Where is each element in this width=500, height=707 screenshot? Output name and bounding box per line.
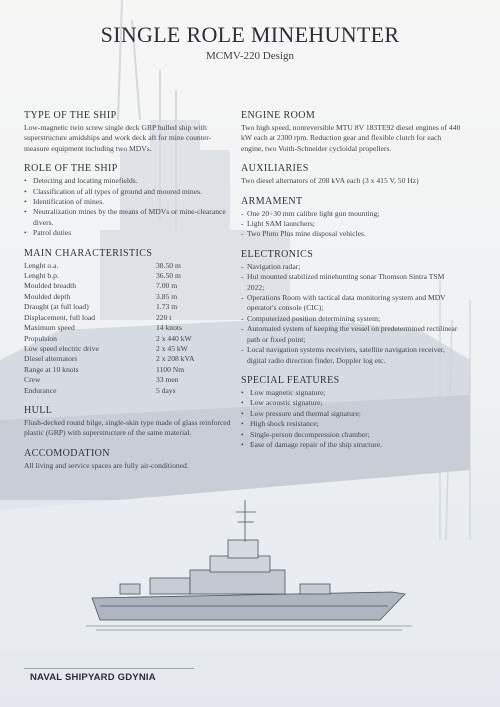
type-of-ship-heading: TYPE OF THE SHIP — [24, 110, 117, 121]
role-item: • Patrol duties — [24, 228, 236, 238]
characteristic-label: Propulsion — [24, 333, 57, 343]
characteristic-value: 2 x 45 kW — [156, 343, 188, 353]
hull-heading: HULL — [24, 404, 53, 416]
accomodation-heading: ACCOMODATION — [24, 447, 110, 459]
characteristics-row — [24, 386, 236, 396]
characteristics-row — [24, 344, 236, 354]
engine-room-section — [241, 110, 463, 154]
characteristic-label: Range at 10 knots — [24, 364, 79, 374]
characteristic-value: 2 x 440 kW — [156, 333, 192, 343]
armament-section — [241, 196, 463, 240]
characteristic-value: 38.50 m — [156, 260, 181, 270]
feature-item: • Low pressure and thermal signature; — [241, 409, 463, 419]
left-column — [24, 110, 236, 480]
role-of-ship-heading: ROLE OF THE SHIP — [24, 163, 118, 175]
characteristic-label: Draught (at full load) — [24, 302, 89, 312]
characteristic-value: 1100 Nm — [156, 364, 185, 374]
feature-item: • Low acoustic signature; — [241, 398, 463, 408]
engine-room-text: Two high speed, nonreversible MTU 8V 183TE92 diesel engines of 440 kW each at 2300 rpm. Reduction gear and flexible clutch for each engine, two Voith-Schneider cycloidal propellers. — [241, 123, 461, 153]
auxiliaries-text: Two diesel alternators of 208 kVA each (3 x 415 V, 50 Hz) — [241, 176, 419, 186]
page-title: SINGLE ROLE MINEHUNTER — [100, 22, 400, 47]
armament-item: - Two Pluto Plus mine disposal vehicles. — [241, 229, 463, 239]
special-features-list — [241, 388, 463, 450]
characteristic-value: 1.73 m — [156, 302, 178, 312]
feature-item: • Single-person decompression chamber; — [241, 430, 463, 440]
characteristic-label: Endurance — [24, 385, 57, 395]
characteristics-row — [24, 375, 236, 385]
electronics-heading: ELECTRONICS — [241, 248, 314, 260]
main-characteristics-section — [24, 248, 236, 396]
characteristic-label: Low speed electric drive — [24, 343, 99, 353]
characteristic-value: 220 t — [156, 312, 172, 322]
characteristic-value: 7.00 m — [156, 281, 178, 291]
electronics-list — [241, 262, 463, 366]
characteristic-label: Diesel alternators — [24, 354, 78, 364]
footer-shipyard-name: NAVAL SHIPYARD GDYNIA — [30, 672, 156, 683]
characteristic-value: 14 knots — [156, 323, 182, 333]
characteristic-label: Maximum speed — [24, 323, 75, 333]
electronics-section — [241, 249, 463, 366]
characteristic-label: Displacement, full load — [24, 312, 96, 322]
armament-item: - One 20÷30 mm calibre light gun mounting; — [241, 209, 463, 219]
role-item: • Classification of all types of ground and moored mines. — [24, 187, 236, 197]
type-of-ship-text: Low-magnetic twin screw single deck GRP hulled ship with superstructure amidships and work deck aft for mine counter-measure equipment including two MDVs. — [24, 123, 212, 153]
characteristic-value: 36.50 m — [156, 271, 181, 281]
role-item: • Neutralization mines by the means of MDVs or mine-clearance divers. — [24, 207, 236, 228]
electronics-item: - Operations Room with tactical data monitoring system and MDV operator's console (CIC); — [241, 293, 463, 314]
characteristic-label: Moulded depth — [24, 291, 71, 301]
armament-heading: ARMAMENT — [241, 195, 303, 207]
characteristics-row — [24, 281, 236, 291]
accomodation-section — [24, 448, 236, 471]
role-item: • Identification of mines. — [24, 197, 236, 207]
accomodation-text: All living and service spaces are fully air-conditioned. — [24, 460, 189, 470]
characteristics-row — [24, 302, 236, 312]
characteristics-row — [24, 354, 236, 364]
characteristic-label: Crew — [24, 375, 41, 385]
role-of-ship-section — [24, 163, 236, 238]
page-subtitle: MCMV-220 Design — [206, 50, 294, 62]
auxiliaries-section — [241, 163, 463, 186]
hull-section — [24, 405, 236, 439]
role-item: • Detecting and locating minefields. — [24, 176, 236, 186]
characteristic-value: 2 x 208 kVA — [156, 354, 195, 364]
engine-room-heading: ENGINE ROOM — [241, 110, 316, 121]
characteristics-row — [24, 365, 236, 375]
footer-divider — [24, 668, 194, 669]
characteristics-row — [24, 313, 236, 323]
characteristic-label: Lenght b.p. — [24, 271, 59, 281]
role-list — [24, 176, 236, 238]
electronics-item: - Local navigation systems receiviers, satellite navigation receiver, digital radio direction finder, Doppler log etc. — [241, 345, 463, 366]
electronics-item: - Navigation radar; — [241, 262, 463, 272]
characteristics-row — [24, 292, 236, 302]
armament-list — [241, 209, 463, 240]
right-column — [241, 110, 463, 459]
armament-item: - Light SAM launchers; — [241, 219, 463, 229]
characteristics-table — [24, 261, 236, 396]
characteristics-row — [24, 271, 236, 281]
characteristic-label: Moulded breadth — [24, 281, 77, 291]
special-features-section — [241, 375, 463, 450]
characteristics-row — [24, 261, 236, 271]
special-features-heading: SPECIAL FEATURES — [241, 374, 340, 386]
electronics-item: - Computerized position determining system; — [241, 314, 463, 324]
characteristic-value: 3.85 m — [156, 291, 178, 301]
type-of-ship-section — [24, 110, 236, 154]
feature-item: • Ease of damage repair of the ship structure. — [241, 440, 463, 450]
main-characteristics-heading: MAIN CHARACTERISTICS — [24, 247, 153, 259]
electronics-item: - Hul mounted stabilized minehunting sonar Thomson Sintra TSM 2022; — [241, 272, 463, 293]
characteristic-value: 33 men — [156, 375, 179, 385]
characteristics-row — [24, 323, 236, 333]
characteristics-row — [24, 334, 236, 344]
auxiliaries-heading: AUXILIARIES — [241, 163, 309, 175]
feature-item: • Low magnetic signature; — [241, 388, 463, 398]
electronics-item: - Automated system of keeping the vessel on predetermined rectilinear path or fixed point; — [241, 324, 463, 345]
hull-text: Flush-decked round bilge, single-skin type made of glass reinforced plastic (GRP) with superstructure of the same material. — [24, 417, 231, 438]
characteristic-label: Lenght o.a. — [24, 260, 59, 270]
feature-item: • High shock resistance; — [241, 419, 463, 429]
characteristic-value: 5 days — [156, 385, 176, 395]
